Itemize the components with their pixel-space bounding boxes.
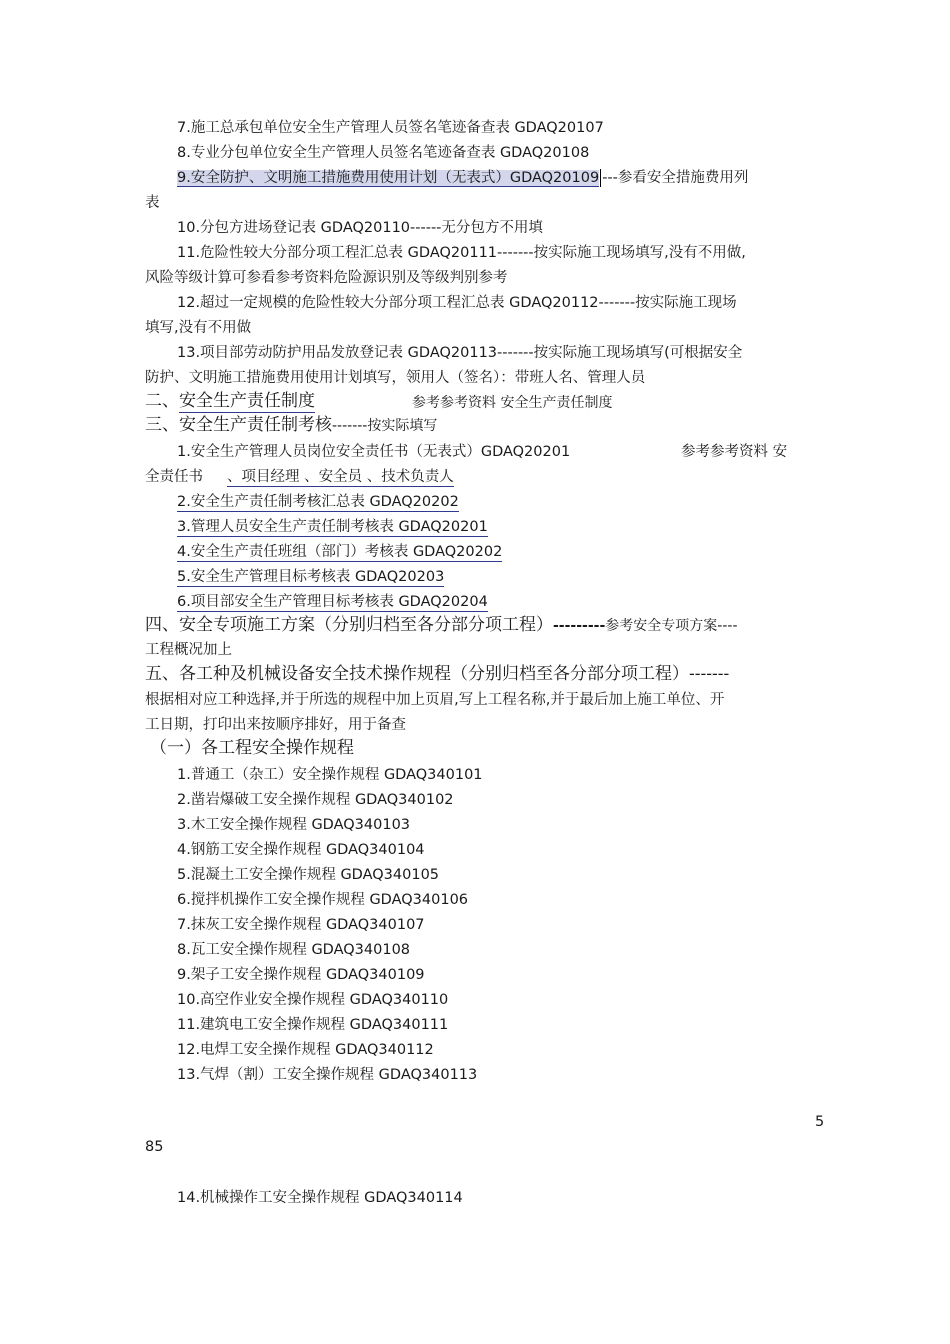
list-item: 10.分包方进场登记表 GDAQ20110------无分包方不用填 (177, 220, 543, 236)
section-reference: 参考安全专项方案---- (605, 618, 738, 634)
rule-item: 11.建筑电工安全操作规程 GDAQ340111 (177, 1017, 449, 1033)
list-item-link[interactable]: 6.项目部安全生产管理目标考核表 GDAQ20204 (177, 594, 488, 610)
section-heading-3 (145, 413, 437, 438)
page-number-secondary: 85 (145, 1139, 164, 1155)
rule-item: 12.电焊工安全操作规程 GDAQ340112 (177, 1042, 434, 1058)
list-item-continuation: 填写,没有不用做 (145, 320, 252, 336)
page-number: 5 (815, 1114, 825, 1130)
list-item[interactable] (177, 492, 459, 512)
section-continuation: 工日期，打印出来按顺序排好，用于备查 (145, 717, 406, 733)
rule-item: 3.木工安全操作规程 GDAQ340103 (177, 817, 411, 833)
list-item-continuation: 风险等级计算可参看参考资料危险源识别及等级判别参考 (145, 270, 508, 286)
rule-item: 9.架子工安全操作规程 GDAQ340109 (177, 967, 425, 983)
section-dash: --------- (553, 618, 606, 634)
list-item[interactable] (177, 567, 444, 587)
list-item-continuation: 表 (145, 195, 160, 211)
section-title-link[interactable]: 安全生产责任制度 (179, 391, 315, 411)
list-item[interactable] (177, 542, 502, 562)
section-number: 二、 (145, 391, 179, 411)
list-item-link[interactable]: 4.安全生产责任班组（部门）考核表 GDAQ20202 (177, 544, 503, 560)
section-reference: 参考参考资料 安全生产责任制度 (412, 395, 613, 411)
list-item-link[interactable]: 2.安全生产责任制考核汇总表 GDAQ20202 (177, 494, 459, 510)
subsection-heading: （一）各工程安全操作规程 (150, 738, 354, 758)
list-item-link[interactable]: 3.管理人员安全生产责任制考核表 GDAQ20201 (177, 519, 488, 535)
list-item-selected[interactable] (177, 168, 748, 188)
list-item-continuation (145, 467, 454, 487)
list-item: 12.超过一定规模的危险性较大分部分项工程汇总表 GDAQ20112-------按实际施工现场 (177, 295, 737, 311)
list-item: 11.危险性较大分部分项工程汇总表 GDAQ20111-------按实际施工现场填写,没有不用做, (177, 245, 746, 261)
rule-item: 5.混凝土工安全操作规程 GDAQ340105 (177, 867, 440, 883)
roles-link[interactable]: 、项目经理 、安全员 、技术负责人 (227, 469, 454, 485)
rule-item: 4.钢筋工安全操作规程 GDAQ340104 (177, 842, 425, 858)
section-title: 四、安全专项施工方案（分别归档至各分部分项工程） (145, 615, 553, 635)
list-item-link[interactable]: 5.安全生产管理目标考核表 GDAQ20203 (177, 569, 445, 585)
list-item: 13.项目部劳动防护用品发放登记表 GDAQ20113-------按实际施工现场填写(可根据安全 (177, 345, 743, 361)
section-heading-4 (145, 613, 738, 638)
list-item: 7.施工总承包单位安全生产管理人员签名笔迹备查表 GDAQ20107 (177, 120, 604, 136)
list-item: 8.专业分包单位安全生产管理人员签名笔迹备查表 GDAQ20108 (177, 145, 590, 161)
section-heading-2 (145, 389, 315, 413)
section-note: -------按实际填写 (332, 418, 438, 434)
rule-item: 13.气焊（割）工安全操作规程 GDAQ340113 (177, 1067, 478, 1083)
rule-item: 2.凿岩爆破工安全操作规程 GDAQ340102 (177, 792, 454, 808)
list-item[interactable] (177, 592, 488, 612)
rule-item: 7.抹灰工安全操作规程 GDAQ340107 (177, 917, 425, 933)
section-continuation: 根据相对应工种选择,并于所选的规程中加上页眉,写上工程名称,并于最后加上施工单位、开 (145, 692, 725, 708)
rule-item: 6.搅拌机操作工安全操作规程 GDAQ340106 (177, 892, 469, 908)
list-item: 1.安全生产管理人员岗位安全责任书（无表式）GDAQ20201 (177, 444, 571, 460)
selected-text[interactable]: 9.安全防护、文明施工措施费用使用计划（无表式）GDAQ20109 (177, 170, 600, 186)
section-title: 三、安全生产责任制考核 (145, 415, 332, 435)
rule-item: 8.瓦工安全操作规程 GDAQ340108 (177, 942, 411, 958)
rule-item: 1.普通工（杂工）安全操作规程 GDAQ340101 (177, 767, 483, 783)
continuation-text: 全责任书 (145, 469, 203, 485)
list-item-continuation: 防护、文明施工措施费用使用计划填写，领用人（签名）：带班人名、管理人员 (145, 370, 646, 386)
list-item[interactable] (177, 517, 488, 537)
section-continuation: 工程概况加上 (145, 642, 232, 658)
rule-item: 14.机械操作工安全操作规程 GDAQ340114 (177, 1190, 463, 1206)
rule-item: 10.高空作业安全操作规程 GDAQ340110 (177, 992, 449, 1008)
section-heading-5: 五、各工种及机械设备安全技术操作规程（分别归档至各分部分项工程）------- (145, 664, 730, 684)
list-item-note: ---参看安全措施费用列 (602, 170, 749, 186)
list-item-reference: 参考参考资料 安 (681, 444, 788, 460)
